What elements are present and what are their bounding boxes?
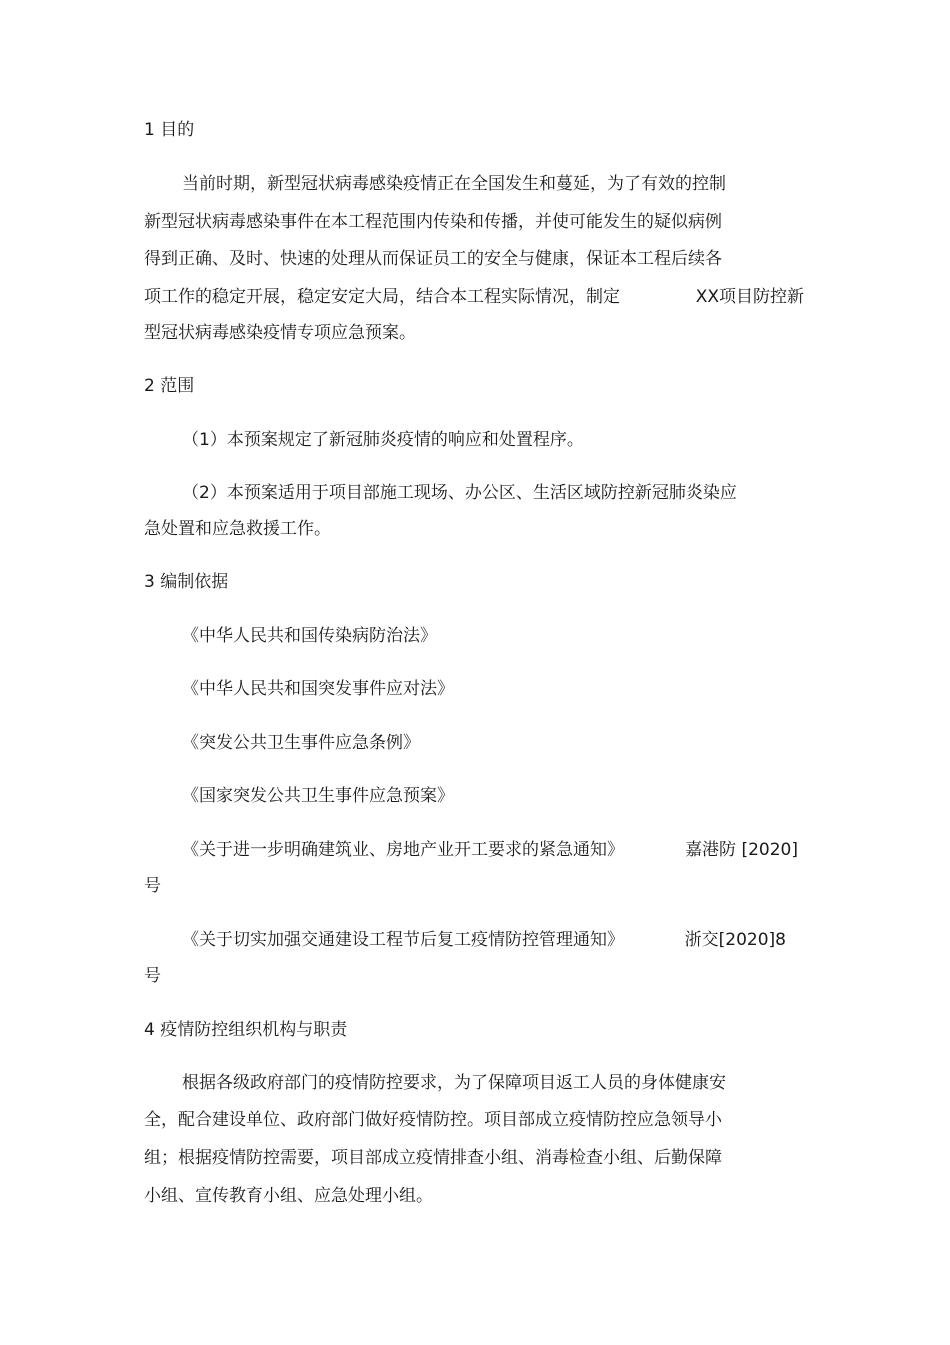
reference-item: 《突发公共卫生事件应急条例》 <box>182 733 420 753</box>
reference-item <box>182 928 798 952</box>
section-1-line: 当前时期，新型冠状病毒感染疫情正在全国发生和蔓延，为了有效的控制 <box>182 174 726 194</box>
section-1-line-part: 项工作的稳定开展，稳定安定大局，结合本工程实际情况，制定 <box>144 287 620 307</box>
section-3-heading: 3 编制依据 <box>144 572 229 592</box>
reference-item: 《国家突发公共卫生事件应急预案》 <box>182 786 454 806</box>
section-1-line: 新型冠状病毒感染事件在本工程范围内传染和传播，并使可能发生的疑似病例 <box>144 212 722 232</box>
reference-tail: 号 <box>144 966 161 986</box>
section-4-line: 组；根据疫情防控需要，项目部成立疫情排查小组、消毒检查小组、后勤保障 <box>144 1148 722 1168</box>
reference-item: 《中华人民共和国传染病防治法》 <box>182 626 437 646</box>
section-1-line: 型冠状病毒感染疫情专项应急预案。 <box>144 323 416 343</box>
reference-item <box>182 838 798 862</box>
reference-doc-number: 嘉港防 [2020] <box>685 840 798 860</box>
reference-title: 《关于进一步明确建筑业、房地产业开工要求的紧急通知》 <box>182 840 624 860</box>
section-4-line: 根据各级政府部门的疫情防控要求，为了保障项目返工人员的身体健康安 <box>182 1073 726 1093</box>
section-4-line: 全，配合建设单位、政府部门做好疫情防控。项目部成立疫情防控应急领导小 <box>144 1110 722 1130</box>
section-2-item: （2）本预案适用于项目部施工现场、办公区、生活区域防控新冠肺炎染应 <box>182 483 737 503</box>
section-4-line: 小组、宣传教育小组、应急处理小组。 <box>144 1186 433 1206</box>
reference-title: 《关于切实加强交通建设工程节后复工疫情防控管理通知》 <box>182 930 624 950</box>
section-2-item: （1）本预案规定了新冠肺炎疫情的响应和处置程序。 <box>182 430 584 450</box>
section-1-heading: 1 目的 <box>144 120 195 140</box>
section-1-line-split <box>144 285 804 309</box>
section-1-line-part: XX项目防控新 <box>695 287 804 307</box>
section-2-item-cont: 急处置和应急救援工作。 <box>144 519 331 539</box>
reference-item: 《中华人民共和国突发事件应对法》 <box>182 679 454 699</box>
reference-doc-number: 浙交[2020]8 <box>684 930 786 950</box>
section-2-heading: 2 范围 <box>144 376 195 396</box>
section-4-heading: 4 疫情防控组织机构与职责 <box>144 1020 348 1040</box>
section-1-line: 得到正确、及时、快速的处理从而保证员工的安全与健康，保证本工程后续各 <box>144 249 722 269</box>
reference-tail: 号 <box>144 876 161 896</box>
